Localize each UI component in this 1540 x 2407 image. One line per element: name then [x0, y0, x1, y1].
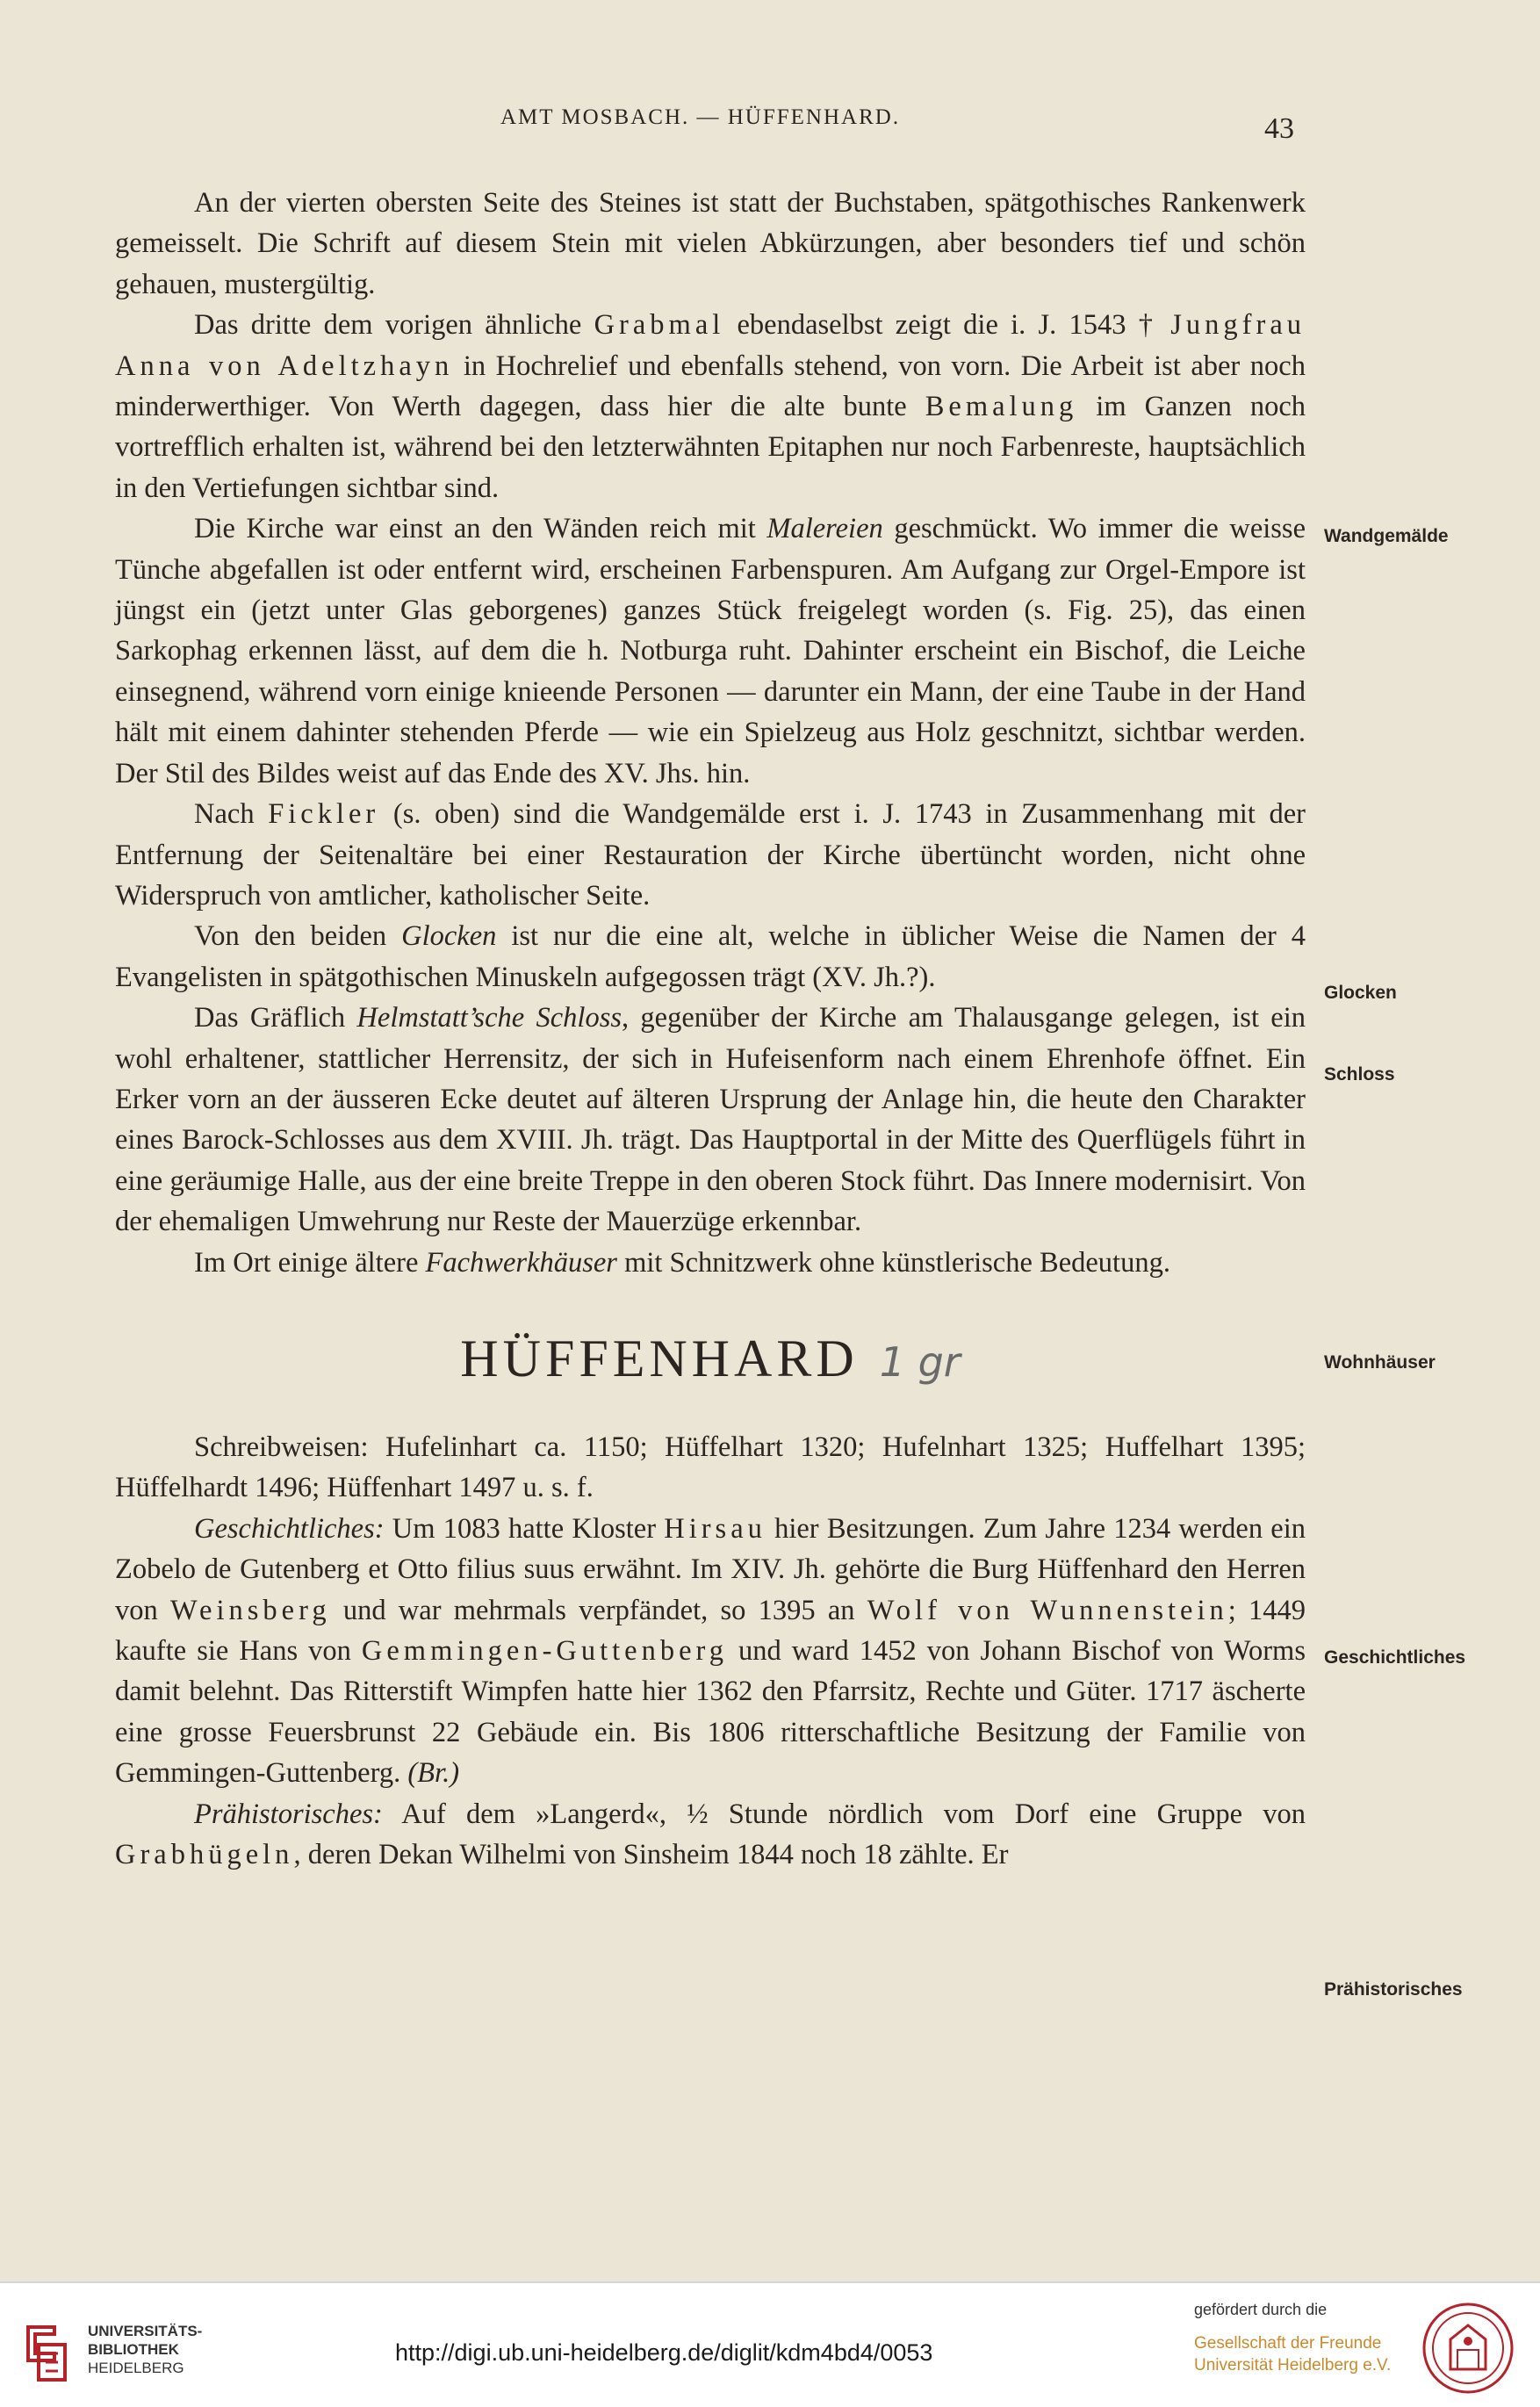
paragraph: [115, 794, 1306, 916]
spaced-run: Grabhügeln: [115, 1839, 294, 1871]
text-run: Die Kirche war einst an den Wänden reich mit: [194, 513, 767, 545]
running-title: AMT MOSBACH. — HÜFFENHARD.: [500, 105, 901, 129]
text-run: (s. oben) sind die Wandgemälde erst i. J. 1743 in Zusammenhang mit der Entfernung der Seitenaltäre bei einer Restauration der Kirche übertüncht worden, nicht ohne Widerspruch von amtlicher, katholischer Seite.: [115, 798, 1306, 912]
text-run: mit Schnitzwerk ohne künstlerische Bedeutung.: [616, 1246, 1170, 1279]
paragraph: [115, 1243, 1306, 1283]
permalink-url[interactable]: http://digi.ub.uni-heidelberg.de/diglit/kdm4bd4/0053: [395, 2339, 933, 2366]
text-run: ist nur die eine alt, welche in üblicher Weise die Namen der 4 Evangelisten in spätgothischen Minuskeln aufgegossen trägt (XV. Jh.?).: [115, 920, 1306, 993]
text-run: ; 1449 kaufte sie Hans von: [115, 1594, 1306, 1667]
italic-run: Prähistorisches:: [194, 1798, 383, 1830]
text-run: Im Ort einige ältere: [194, 1246, 426, 1279]
text-run: , deren Dekan Wilhelmi von Sinsheim 1844 noch 18 zählte. Er: [293, 1839, 1009, 1871]
text-run: hier Besitzungen. Zum Jahre 1234 werden ein Zobelo de Gutenberg et Otto filius suus erwähnt. Im XIV. Jh. gehörte die Burg Hüffenhard den Herren von: [115, 1512, 1306, 1626]
library-name-line-3: HEIDELBERG: [88, 2360, 184, 2376]
text-run: Von den beiden: [194, 920, 402, 953]
sponsor-name: [1194, 2332, 1391, 2376]
library-name-line-1: UNIVERSITÄTS-: [88, 2323, 203, 2339]
university-seal-icon: [1421, 2301, 1515, 2396]
italic-run: Glocken: [401, 920, 497, 953]
spaced-run: Jungfrau Anna von Adeltzhayn: [115, 309, 1306, 382]
paragraph: [115, 183, 1306, 305]
library-name: [88, 2322, 202, 2377]
text-run: im Ganzen noch vortrefflich erhalten ist, während bei den letzterwähnten Epitaphen nur noch Farbenreste, hauptsächlich in den Vertiefungen sichtbar sind.: [115, 391, 1306, 504]
marginal-note-geschichtliches: Geschichtliches: [1324, 1647, 1466, 1668]
sponsor-caption: gefördert durch die: [1194, 2301, 1328, 2318]
body-text: [115, 183, 1306, 1875]
italic-run: (Br.): [407, 1757, 460, 1790]
spaced-run: Grabmal: [594, 309, 725, 342]
text-run: Nach: [194, 798, 269, 831]
paragraphs-bottom: [115, 1427, 1306, 1875]
italic-run: Fachwerkhäuser: [425, 1246, 617, 1279]
text-run: Das Gräflich: [194, 1002, 357, 1034]
marginal-note-wohnhaeuser: Wohnhäuser: [1324, 1352, 1436, 1373]
spaced-run: Bemalung: [925, 391, 1078, 423]
page-number: 43: [1264, 112, 1294, 145]
paragraph: [115, 1509, 1306, 1794]
text-run: ebendaselbst zeigt die i. J. 1543 †: [724, 309, 1171, 342]
marginal-note-glocken: Glocken: [1324, 983, 1397, 1003]
spaced-run: Weinsberg: [169, 1594, 331, 1626]
marginal-note-schloss: Schloss: [1324, 1064, 1395, 1085]
italic-run: Geschichtliches:: [194, 1512, 385, 1545]
viewer-footer: [0, 2281, 1540, 2407]
section-heading-text: HÜFFENHARD: [460, 1329, 859, 1387]
text-run: Schreibweisen: Hufelinhart ca. 1150; Hüffelhart 1320; Hufelnhart 1325; Huffelhart 1395; Hüffelhardt 1496; Hüffenhart 1497 u. s. f.: [115, 1431, 1306, 1504]
section-heading: [115, 1329, 1306, 1388]
paragraph: [115, 1794, 1306, 1876]
paragraphs-top: [115, 183, 1306, 1283]
paragraph: [115, 998, 1306, 1242]
spaced-run: Fickler: [268, 798, 380, 831]
text-run: geschmückt. Wo immer die weisse Tünche abgefallen ist oder entfernt wird, erscheinen Farbenspuren. Am Aufgang zur Orgel-Empore ist jüngst ein (jetzt unter Glas geborgenes) ganzes Stück freigelegt worden (s. Fig. 25), das einen Sarkophag erkennen lässt, auf dem die h. Notburga ruht. Dahinter erscheint ein Bischof, die Leiche einsegnend, während vorn einige knieende Personen — darunter ein Mann, der eine Taube in der Hand hält mit einem dahinter stehenden Pferde — wie ein Spielzeug aus Holz geschnitzt, sichtbar werden. Der Stil des Bildes weist auf das Ende des XV. Jhs. hin.: [115, 513, 1306, 789]
sponsor-name-line-2: Universität Heidelberg e.V.: [1194, 2356, 1392, 2375]
text-run: An der vierten obersten Seite des Steines ist statt der Buchstaben, spätgothisches Rankenwerk gemeisselt. Die Schrift auf diesem Stein mit vielen Abkürzungen, aber besonders tief und schön gehauen, mustergültig.: [115, 187, 1306, 300]
spaced-run: Gemmingen-Guttenberg: [361, 1635, 729, 1667]
sponsor-name-line-1: Gesellschaft der Freunde: [1194, 2334, 1382, 2353]
handwritten-note: 1 gr: [879, 1337, 961, 1386]
text-run: und war mehrmals verpfändet, so 1395 an: [330, 1594, 867, 1626]
text-run: und ward 1452 von Johann Bischof von Worms damit belehnt. Das Ritterstift Wimpfen hatte hier 1362 den Pfarrsitz, Rechte und Güter. 1717 äscherte eine grosse Feuersbrunst 22 Gebäude ein. Bis 1806 ritterschaftliche Besitzung der Familie von Gemmingen-Guttenberg.: [115, 1635, 1306, 1790]
paragraph: [115, 1427, 1306, 1509]
text-run: Auf dem »Langerd«, ½ Stunde nördlich vom Dorf eine Gruppe von: [382, 1798, 1306, 1830]
paragraph: [115, 305, 1306, 508]
marginal-note-wandgemaelde: Wandgemälde: [1324, 526, 1449, 546]
paragraph: [115, 508, 1306, 794]
page-header: [0, 105, 1540, 145]
marginal-note-praehistorisches: Prähistorisches: [1324, 1979, 1463, 2000]
library-logo-icon: [19, 2318, 74, 2389]
paragraph: [115, 916, 1306, 998]
text-run: Um 1083 hatte Kloster: [384, 1512, 665, 1545]
text-run: in Hochrelief und ebenfalls stehend, von vorn. Die Arbeit ist aber noch minderwerthiger. Von Werth dagegen, dass hier die alte bunte: [115, 350, 1306, 423]
italic-run: Malereien: [766, 513, 883, 545]
spaced-run: Wolf von Wunnenstein: [867, 1594, 1228, 1626]
italic-run: Helmstatt’sche Schloss: [356, 1002, 622, 1034]
spaced-run: Hirsau: [664, 1512, 766, 1545]
text-run: , gegenüber der Kirche am Thalausgange gelegen, ist ein wohl erhaltener, stattlicher Herrensitz, der sich in Hufeisenform nach einem Ehrenhofe öffnet. Ein Erker vorn an der äusseren Ecke deutet auf älteren Ursprung der Anlage hin, die heute den Charakter eines Barock-Schlosses aus dem XVIII. Jh. trägt. Das Hauptportal in der Mitte des Querflügels führt in eine geräumige Halle, aus der eine breite Treppe in den oberen Stock führt. Das Innere modernisirt. Von der ehemaligen Umwehrung nur Reste der Mauerzüge erkennbar.: [115, 1002, 1306, 1238]
library-name-line-2: BIBLIOTHEK: [88, 2341, 179, 2358]
text-run: Das dritte dem vorigen ähnliche: [194, 309, 594, 342]
